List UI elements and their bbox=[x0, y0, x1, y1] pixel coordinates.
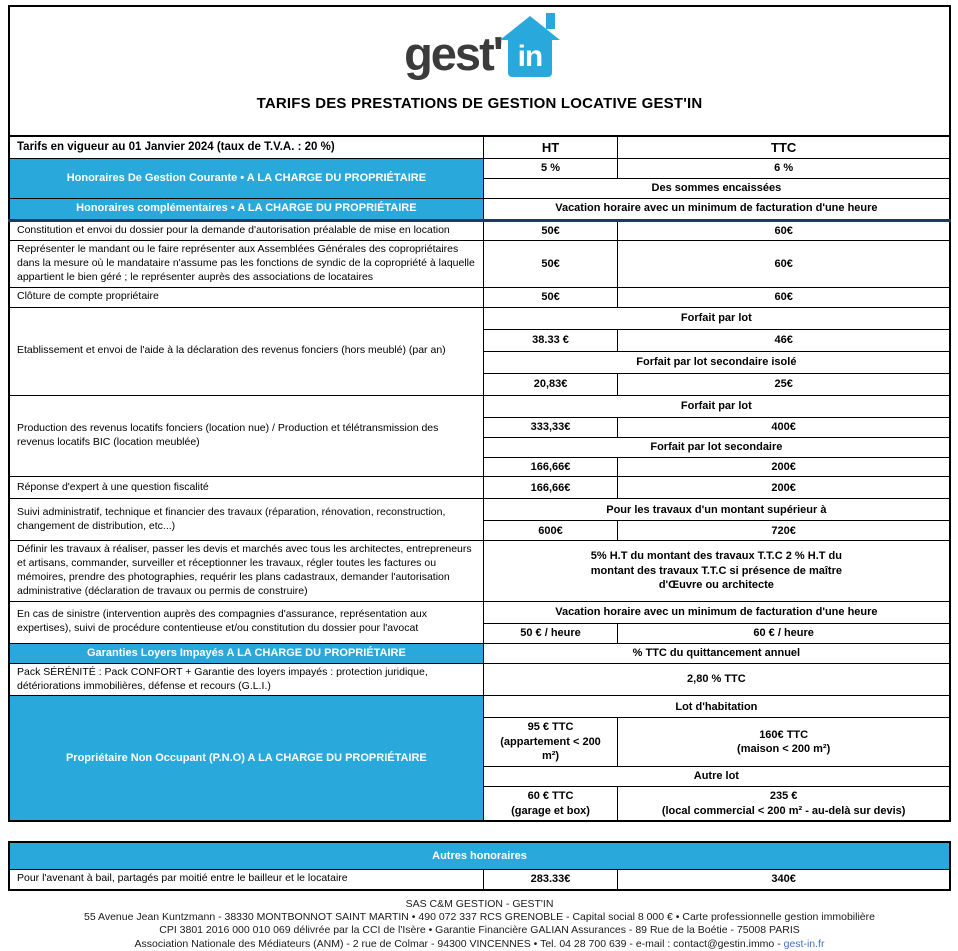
basis-note: % TTC du quittancement annuel bbox=[483, 643, 950, 663]
price-ht: 50€ bbox=[483, 241, 618, 288]
house-chimney-icon bbox=[546, 13, 555, 29]
section-autres-honoraires: Autres honoraires bbox=[9, 842, 950, 870]
price-ttc: 60 € / heure bbox=[618, 623, 950, 643]
price-ht: 5 % bbox=[483, 159, 618, 179]
basis-note: Vacation horaire avec un minimum de facturation d'une heure bbox=[483, 601, 950, 623]
price-ttc: 60€ bbox=[618, 220, 950, 241]
price-ht: 20,83€ bbox=[483, 373, 618, 395]
table-row bbox=[9, 159, 950, 179]
table-row bbox=[9, 307, 950, 329]
price-value: 60 € TTC bbox=[527, 789, 574, 802]
price-condition: (garage et box) bbox=[511, 804, 590, 817]
price-ttc: 340€ bbox=[618, 870, 950, 890]
row-label-sinistre: En cas de sinistre (intervention auprès des compagnies d'assurance, représentation aux expertises), suivi de procédure contentieuse et/ou constitution du dossier pour l'avocat bbox=[9, 601, 483, 643]
percentage-terms bbox=[483, 541, 950, 601]
price-value: 95 € TTC bbox=[527, 721, 574, 734]
price-ht: 38.33 € bbox=[483, 329, 618, 351]
price-ttc: 6 % bbox=[618, 159, 950, 179]
table-row bbox=[9, 287, 950, 307]
table-row bbox=[9, 663, 950, 696]
price-ht bbox=[483, 786, 618, 821]
table-row bbox=[9, 696, 950, 718]
header-box bbox=[8, 5, 951, 135]
percentage-terms-line2: montant des travaux T.T.C si présence de maître bbox=[590, 564, 842, 577]
price-ht bbox=[483, 718, 618, 767]
percentage-terms-line3: d'Œuvre ou architecte bbox=[658, 579, 774, 592]
row-label-production: Production des revenus locatifs fonciers (location nue) / Production et télétransmission des revenus locatifs BIC (location meublée) bbox=[9, 395, 483, 477]
table-row bbox=[9, 499, 950, 521]
col-header-ttc: TTC bbox=[618, 136, 950, 159]
row-label-suivi-travaux: Suivi administratif, technique et financier des travaux (réparation, rénovation, reconstruction, changement de distribution, etc...) bbox=[9, 499, 483, 541]
table-header-row bbox=[9, 842, 950, 870]
row-label: Représenter le mandant ou le faire représenter aux Assemblées Générales des copropriétaires dans la mesure où le mandataire n'assume pas les fonctions de syndic de la copropriété à laquelle appartient le bien géré ; le représenter auprès des associations de locataires bbox=[9, 241, 483, 288]
price-condition: (maison < 200 m²) bbox=[737, 743, 831, 756]
section-gestion-courante: Honoraires De Gestion Courante • A LA CHARGE DU PROPRIÉTAIRE bbox=[9, 159, 483, 199]
price-condition: (appartement < 200 m²) bbox=[500, 735, 601, 763]
autres-honoraires-table bbox=[8, 841, 951, 891]
table-row bbox=[9, 477, 950, 499]
price-ht: 50 € / heure bbox=[483, 623, 618, 643]
footer-contact bbox=[8, 938, 951, 951]
row-label: Réponse d'expert à une question fiscalité bbox=[9, 477, 483, 499]
price-ht: 166,66€ bbox=[483, 477, 618, 499]
price-ht: 50€ bbox=[483, 287, 618, 307]
price-ht: 333,33€ bbox=[483, 417, 618, 437]
website-link[interactable]: gest-in.fr bbox=[783, 937, 825, 950]
percentage-terms-line1: 5% H.T du montant des travaux T.T.C 2 % H.T du bbox=[590, 550, 842, 563]
footer-contact-text: Association Nationale des Médiateurs (ANM) - 2 rue de Colmar - 94300 VINCENNES • Tel. 04 28 700 639 - e-mail : contact@gestin.immo - bbox=[134, 937, 784, 950]
main-tariff-table bbox=[8, 135, 951, 822]
table-row bbox=[9, 395, 950, 417]
section-gli: Garanties Loyers Impayés A LA CHARGE DU PROPRIÉTAIRE bbox=[9, 643, 483, 663]
house-icon bbox=[505, 13, 555, 79]
table-row bbox=[9, 220, 950, 241]
price-ttc: 60€ bbox=[618, 287, 950, 307]
footer-registration: CPI 3801 2016 000 010 069 délivrée par la CCI de l'Isère • Garantie Financière GALIAN Assurances - 89 Rue de la Boétie - 75008 PARIS bbox=[159, 924, 800, 937]
row-label: Constitution et envoi du dossier pour la demande d'autorisation préalable de mise en location bbox=[9, 220, 483, 241]
tariff-sheet bbox=[8, 5, 951, 951]
basis-note: Des sommes encaissées bbox=[483, 179, 950, 199]
table-row bbox=[9, 241, 950, 288]
table-row bbox=[9, 601, 950, 623]
price-value: 160€ TTC bbox=[759, 728, 809, 741]
table-row bbox=[9, 198, 950, 220]
basis-note: Vacation horaire avec un minimum de facturation d'une heure bbox=[483, 198, 950, 220]
row-label-pack-serenite: Pack SÉRÉNITÉ : Pack CONFORT + Garantie des loyers impayés : protection juridique, détériorations immobilières, défense et recours (G.L.I.) bbox=[9, 663, 483, 696]
row-label-definir-travaux: Définir les travaux à réaliser, passer les devis et marchés avec tous les architectes, entrepreneurs et artisans, commander, surveiller et réceptionner les travaux, régler toutes les factures ou mémoires, prendre des photographies, requérir les plans cadastraux, demander l'autorisation administrative (déclaration de travaux ou permis de construire) bbox=[9, 541, 483, 601]
table-row bbox=[9, 541, 950, 601]
forfait-title: Forfait par lot secondaire bbox=[483, 437, 950, 457]
price-ttc: 720€ bbox=[618, 521, 950, 541]
row-label-declaration: Etablissement et envoi de l'aide à la déclaration des revenus fonciers (hors meublé) (par an) bbox=[9, 307, 483, 395]
row-label: Clôture de compte propriétaire bbox=[9, 287, 483, 307]
page-title: TARIFS DES PRESTATIONS DE GESTION LOCATIVE GEST'IN bbox=[256, 95, 703, 112]
price-ttc: 46€ bbox=[618, 329, 950, 351]
logo-text: gest' bbox=[404, 27, 502, 80]
forfait-title: Forfait par lot secondaire isolé bbox=[483, 351, 950, 373]
price-value: 235 € bbox=[769, 789, 798, 802]
lot-title: Lot d'habitation bbox=[483, 696, 950, 718]
lot-title: Autre lot bbox=[483, 766, 950, 786]
price-ttc: 400€ bbox=[618, 417, 950, 437]
price-condition: (local commercial < 200 m² - au-delà sur devis) bbox=[661, 804, 906, 817]
col-header-ht: HT bbox=[483, 136, 618, 159]
section-pno: Propriétaire Non Occupant (P.N.O) A LA CHARGE DU PROPRIÉTAIRE bbox=[9, 696, 483, 821]
price-ht: 50€ bbox=[483, 220, 618, 241]
section-complementaires: Honoraires complémentaires • A LA CHARGE DU PROPRIÉTAIRE bbox=[9, 198, 483, 220]
footer-address: 55 Avenue Jean Kuntzmann - 38330 MONTBONNOT SAINT MARTIN • 490 072 337 RCS GRENOBLE - Capital social 8 000 € • Carte professionnelle gestion immobilière bbox=[84, 910, 875, 923]
row-label: Pour l'avenant à bail, partagés par moitié entre le bailleur et le locataire bbox=[9, 870, 483, 890]
price-ttc: 200€ bbox=[618, 477, 950, 499]
legal-footer bbox=[8, 898, 951, 951]
price-ttc: 200€ bbox=[618, 457, 950, 477]
logo-house-text: in bbox=[508, 37, 552, 77]
forfait-title: Forfait par lot bbox=[483, 307, 950, 329]
price-ht: 283.33€ bbox=[483, 870, 618, 890]
price-ht: 600€ bbox=[483, 521, 618, 541]
price-ttc: 25€ bbox=[618, 373, 950, 395]
gestin-logo bbox=[404, 11, 555, 79]
forfait-title: Forfait par lot bbox=[483, 395, 950, 417]
table-row bbox=[9, 643, 950, 663]
effective-date-label: Tarifs en vigueur au 01 Janvier 2024 (taux de T.V.A. : 20 %) bbox=[9, 136, 483, 159]
condition-title: Pour les travaux d'un montant supérieur à bbox=[483, 499, 950, 521]
price-ttc: 60€ bbox=[618, 241, 950, 288]
price-ttc bbox=[618, 718, 950, 767]
table-row bbox=[9, 870, 950, 890]
price-ht: 166,66€ bbox=[483, 457, 618, 477]
price-ttc bbox=[618, 786, 950, 821]
pack-rate: 2,80 % TTC bbox=[483, 663, 950, 696]
footer-company: SAS C&M GESTION - GEST'IN bbox=[405, 897, 554, 910]
table-header-row bbox=[9, 136, 950, 159]
